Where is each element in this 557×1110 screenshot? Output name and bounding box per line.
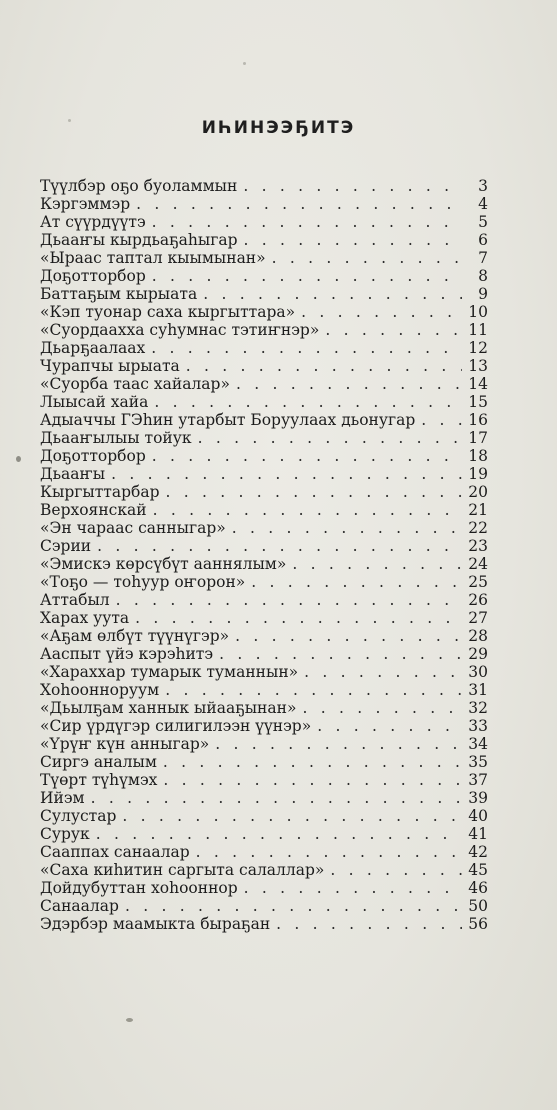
toc-entry [40, 753, 488, 771]
toc-leader-dots [236, 375, 462, 393]
toc-leader-dots [196, 843, 462, 861]
toc-leader-dots [97, 537, 462, 555]
toc-entry-title: Кыргыттарбар [40, 483, 160, 501]
toc-entry-page-number: 6 [478, 231, 488, 249]
toc-leader-dots [96, 825, 462, 843]
toc-leader-dots [91, 789, 462, 807]
toc-entry-page-number: 22 [468, 519, 488, 537]
toc-entry-title: «Саха киһитин саргыта салаллар» [40, 861, 325, 879]
toc-leader-dots [163, 753, 462, 771]
toc-leader-dots [304, 663, 462, 681]
toc-entry [40, 267, 488, 285]
toc-entry-page-number: 33 [468, 717, 488, 735]
toc-leader-dots [136, 195, 462, 213]
toc-entry [40, 447, 488, 465]
toc-entry-page-number: 27 [468, 609, 488, 627]
toc-leader-dots [152, 213, 462, 231]
toc-entry [40, 537, 488, 555]
toc-entry-page-number: 50 [468, 897, 488, 915]
toc-entry-title: Харах уута [40, 609, 130, 627]
toc-entry-title: Түөрт түһүмэх [40, 771, 158, 789]
toc-leader-dots [186, 357, 462, 375]
toc-entry [40, 231, 488, 249]
toc-leader-dots [292, 555, 462, 573]
toc-entry-title: Сэрии [40, 537, 92, 555]
toc-entry [40, 357, 488, 375]
toc-entry [40, 681, 488, 699]
toc-entry-page-number: 32 [468, 699, 488, 717]
toc-entry-title: Санаалар [40, 897, 119, 915]
toc-entry-title: «Хараххар тумарык туманнын» [40, 663, 299, 681]
toc-leader-dots [219, 645, 462, 663]
toc-entry [40, 807, 488, 825]
paper-speck [16, 456, 21, 462]
toc-entry [40, 249, 488, 267]
toc-leader-dots [166, 483, 462, 501]
toc-entry [40, 321, 488, 339]
toc-leader-dots [165, 681, 462, 699]
toc-leader-dots [111, 465, 462, 483]
toc-entry [40, 429, 488, 447]
toc-entry-page-number: 28 [468, 627, 488, 645]
toc-entry-title: «Эмискэ көрсүбүт ааннялым» [40, 555, 287, 573]
toc-entry-title: «Суордаахха суһумнас тэтиҥнэр» [40, 321, 320, 339]
toc-entry [40, 771, 488, 789]
toc-entry-page-number: 35 [468, 753, 488, 771]
toc-leader-dots [215, 735, 462, 753]
table-of-contents [40, 177, 488, 933]
toc-entry-title: Аттабыл [40, 591, 110, 609]
toc-entry [40, 465, 488, 483]
toc-entry [40, 717, 488, 735]
toc-entry-page-number: 14 [468, 375, 488, 393]
toc-entry-title: Лыысай хайа [40, 393, 149, 411]
toc-entry [40, 501, 488, 519]
toc-entry-page-number: 24 [468, 555, 488, 573]
toc-leader-dots [251, 573, 462, 591]
toc-entry-title: Ийэм [40, 789, 85, 807]
toc-leader-dots [122, 807, 462, 825]
toc-entry-page-number: 9 [478, 285, 488, 303]
toc-entry-page-number: 29 [468, 645, 488, 663]
contents-heading: ИҺИНЭЭҔИТЭ [201, 118, 356, 138]
toc-entry-page-number: 46 [468, 879, 488, 897]
toc-entry [40, 213, 488, 231]
toc-entry-page-number: 40 [468, 807, 488, 825]
toc-entry [40, 861, 488, 879]
toc-entry [40, 483, 488, 501]
toc-entry-title: Эдэрбэр маамыкта быраҕан [40, 915, 271, 933]
toc-entry [40, 393, 488, 411]
toc-entry [40, 843, 488, 861]
toc-leader-dots [330, 861, 462, 879]
toc-leader-dots [272, 249, 462, 267]
toc-entry-title: «Суорба таас хайалар» [40, 375, 230, 393]
toc-entry [40, 627, 488, 645]
toc-leader-dots [302, 699, 462, 717]
toc-entry-title: «Үрүҥ күн анныгар» [40, 735, 210, 753]
toc-leader-dots [135, 609, 462, 627]
toc-leader-dots [203, 285, 462, 303]
toc-entry-title: «Дьылҕам ханнык ыйааҕынан» [40, 699, 297, 717]
toc-entry [40, 519, 488, 537]
toc-entry [40, 825, 488, 843]
toc-leader-dots [152, 447, 462, 465]
toc-entry [40, 645, 488, 663]
toc-entry-title: Түүлбэр оҕо буоламмын [40, 177, 238, 195]
toc-entry-page-number: 7 [478, 249, 488, 267]
toc-entry-title: «Тоҕо — тоһуур оҥорон» [40, 573, 246, 591]
toc-entry-title: Чурапчы ырыата [40, 357, 180, 375]
toc-entry-page-number: 20 [468, 483, 488, 501]
toc-entry [40, 375, 488, 393]
toc-entry-page-number: 45 [468, 861, 488, 879]
toc-entry-page-number: 23 [468, 537, 488, 555]
toc-leader-dots [325, 321, 462, 339]
toc-entry-title: «Кэп туонар саха кыргыттара» [40, 303, 296, 321]
toc-leader-dots [317, 717, 462, 735]
toc-entry [40, 609, 488, 627]
toc-entry-title: Сурук [40, 825, 90, 843]
toc-entry-title: «Сир үрдүгэр силигилээн үүнэр» [40, 717, 312, 735]
toc-entry-title: Кэргэммэр [40, 195, 131, 213]
toc-entry-title: Адыаччы ГЭһин утарбыт Боруулаах дьонугар [40, 411, 416, 429]
toc-entry-page-number: 16 [468, 411, 488, 429]
toc-entry [40, 195, 488, 213]
toc-entry [40, 411, 488, 429]
toc-entry [40, 285, 488, 303]
toc-entry [40, 177, 488, 195]
toc-entry-page-number: 17 [468, 429, 488, 447]
toc-entry-page-number: 19 [468, 465, 488, 483]
toc-leader-dots [244, 879, 462, 897]
toc-leader-dots [154, 393, 462, 411]
toc-leader-dots [244, 231, 462, 249]
toc-entry-page-number: 37 [468, 771, 488, 789]
toc-entry [40, 897, 488, 915]
toc-entry-page-number: 10 [468, 303, 488, 321]
toc-leader-dots [301, 303, 462, 321]
toc-leader-dots [243, 177, 462, 195]
toc-entry-page-number: 41 [468, 825, 488, 843]
toc-entry-page-number: 18 [468, 447, 488, 465]
toc-entry-page-number: 4 [478, 195, 488, 213]
toc-entry-title: «Ыраас таптал кыымынан» [40, 249, 266, 267]
paper-speck [126, 1018, 133, 1022]
toc-entry-page-number: 42 [468, 843, 488, 861]
toc-entry [40, 789, 488, 807]
toc-entry-page-number: 39 [468, 789, 488, 807]
toc-leader-dots [116, 591, 462, 609]
toc-entry-title: Дьарҕаалаах [40, 339, 146, 357]
toc-entry-page-number: 56 [468, 915, 488, 933]
toc-leader-dots [276, 915, 462, 933]
toc-entry-title: Доҕотторбор [40, 447, 146, 465]
toc-entry-page-number: 34 [468, 735, 488, 753]
toc-entry-page-number: 30 [468, 663, 488, 681]
toc-entry-title: Ааспыт үйэ кэрэһитэ [40, 645, 214, 663]
toc-entry-page-number: 5 [478, 213, 488, 231]
toc-entry [40, 555, 488, 573]
toc-entry-title: Сулустар [40, 807, 117, 825]
toc-entry-title: Дьааҥы кырдьаҕаһыгар [40, 231, 238, 249]
toc-entry-page-number: 31 [468, 681, 488, 699]
toc-leader-dots [421, 411, 462, 429]
toc-entry-page-number: 25 [468, 573, 488, 591]
toc-leader-dots [153, 501, 462, 519]
toc-entry-page-number: 15 [468, 393, 488, 411]
toc-entry-page-number: 26 [468, 591, 488, 609]
toc-entry [40, 879, 488, 897]
toc-leader-dots [151, 339, 462, 357]
toc-entry-title: «Аҕам өлбүт түүнүгэр» [40, 627, 230, 645]
toc-entry-title: Доҕотторбор [40, 267, 146, 285]
toc-entry [40, 339, 488, 357]
toc-entry-title: Верхоянскай [40, 501, 147, 519]
toc-leader-dots [163, 771, 462, 789]
toc-entry [40, 663, 488, 681]
toc-entry-page-number: 12 [468, 339, 488, 357]
toc-entry-page-number: 11 [468, 321, 488, 339]
toc-entry [40, 735, 488, 753]
toc-entry-page-number: 13 [468, 357, 488, 375]
toc-entry [40, 699, 488, 717]
toc-entry-page-number: 3 [478, 177, 488, 195]
toc-entry-title: Ат сүүрдүүтэ [40, 213, 146, 231]
toc-leader-dots [152, 267, 462, 285]
toc-entry [40, 915, 488, 933]
toc-entry-title: Хоһоонноруум [40, 681, 160, 699]
toc-leader-dots [198, 429, 462, 447]
toc-entry-page-number: 8 [478, 267, 488, 285]
toc-entry-title: Дьааҥылыы тойук [40, 429, 192, 447]
toc-leader-dots [232, 519, 462, 537]
toc-leader-dots [235, 627, 462, 645]
toc-entry-page-number: 21 [468, 501, 488, 519]
toc-entry [40, 573, 488, 591]
toc-entry [40, 591, 488, 609]
toc-entry-title: «Эн чараас санныгар» [40, 519, 226, 537]
toc-entry-title: Баттаҕым кырыата [40, 285, 198, 303]
toc-entry-title: Дойдубуттан хоһооннор [40, 879, 238, 897]
toc-entry [40, 303, 488, 321]
paper-speck [243, 62, 246, 65]
toc-entry-title: Сааппах санаалар [40, 843, 190, 861]
toc-entry-title: Дьааҥы [40, 465, 106, 483]
toc-leader-dots [125, 897, 462, 915]
toc-entry-title: Сиргэ аналым [40, 753, 157, 771]
